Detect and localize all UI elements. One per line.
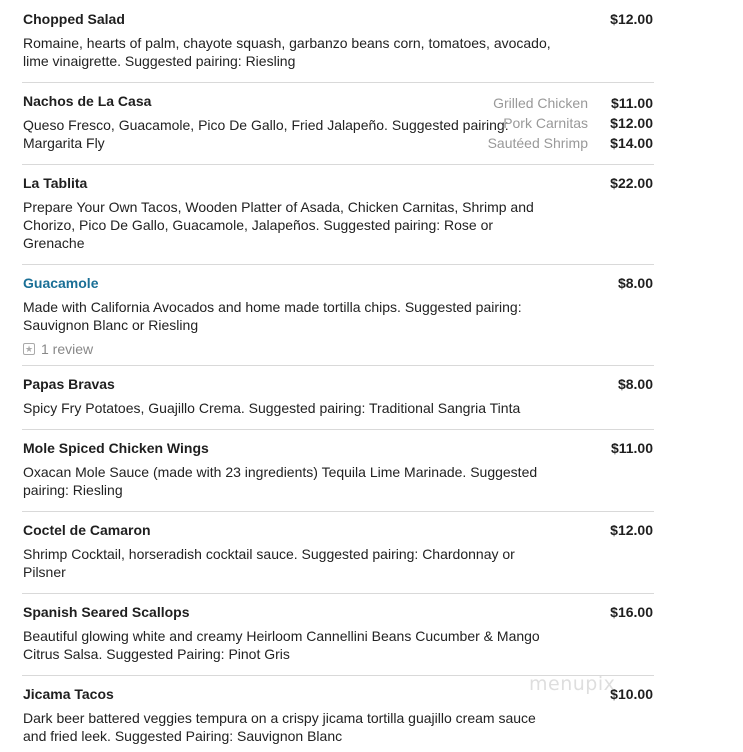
option-price: $14.00 (610, 135, 653, 151)
item-title: Papas Bravas (23, 376, 115, 392)
option-name: Sautéed Shrimp (487, 135, 588, 151)
menu-item-papas-bravas (22, 365, 654, 429)
item-price: $12.00 (610, 522, 653, 538)
item-title-link[interactable]: Guacamole (23, 275, 99, 291)
item-description: Romaine, hearts of palm, chayote squash, garbanzo beans corn, tomatoes, avocado, lime vinaigrette. Suggested pairing: Riesling (23, 35, 551, 69)
option-price: $12.00 (610, 115, 653, 131)
item-price: $22.00 (610, 175, 653, 191)
item-price: $10.00 (610, 686, 653, 702)
review-link[interactable] (23, 340, 93, 358)
item-title: Jicama Tacos (23, 686, 114, 702)
star-box-icon: ★ (24, 343, 34, 354)
menu-item-la-tablita (22, 164, 654, 264)
menu-item-mole-spiced-chicken-wings (22, 429, 654, 511)
menu-item-chopped-salad (22, 0, 654, 82)
item-description: Beautiful glowing white and creamy Heirloom Cannellini Beans Cucumber & Mango Citrus Salsa. Suggested Pairing: Pinot Gris (23, 628, 540, 662)
item-description: Shrimp Cocktail, horseradish cocktail sauce. Suggested pairing: Chardonnay or Pilsner (23, 546, 515, 580)
item-price: $12.00 (610, 11, 653, 27)
item-description: Spicy Fry Potatoes, Guajillo Crema. Suggested pairing: Traditional Sangria Tinta (23, 400, 521, 416)
item-description: Queso Fresco, Guacamole, Pico De Gallo, Fried Jalapeño. Suggested pairing: Margarita Fly (23, 117, 509, 151)
item-title: Spanish Seared Scallops (23, 604, 190, 620)
item-description: Dark beer battered veggies tempura on a crispy jicama tortilla guajillo cream sauce and fried leek. Suggested Pairing: Sauvignon Blanc (23, 710, 536, 744)
item-description: Made with California Avocados and home made tortilla chips. Suggested pairing: Sauvignon Blanc or Riesling (23, 299, 522, 333)
menu-item-nachos-de-la-casa (22, 82, 654, 164)
option-name: Pork Carnitas (503, 115, 588, 131)
item-description: Prepare Your Own Tacos, Wooden Platter of Asada, Chicken Carnitas, Shrimp and Chorizo, Pico De Gallo, Guacamole, Jalapeños. Suggested pairing: Rose or Grenache (23, 199, 534, 251)
item-title: Coctel de Camaron (23, 522, 151, 538)
price-option (443, 94, 653, 114)
item-price: $16.00 (610, 604, 653, 620)
watermark: menupix (529, 673, 616, 695)
item-title: La Tablita (23, 175, 88, 191)
price-options (443, 94, 653, 154)
price-option (443, 114, 653, 134)
menu-item-coctel-de-camaron (22, 511, 654, 593)
item-title: Chopped Salad (23, 11, 125, 27)
price-option (443, 134, 653, 154)
option-price: $11.00 (610, 95, 653, 111)
item-title: Nachos de La Casa (23, 93, 152, 109)
item-description: Oxacan Mole Sauce (made with 23 ingredients) Tequila Lime Marinade. Suggested pairing: Riesling (23, 464, 538, 498)
option-name: Grilled Chicken (493, 95, 588, 111)
menu-item-spanish-seared-scallops (22, 593, 654, 675)
review-count: 1 review (41, 341, 94, 357)
item-price: $11.00 (610, 440, 653, 456)
item-title: Mole Spiced Chicken Wings (23, 440, 209, 456)
menu-item-guacamole (22, 264, 654, 365)
item-price: $8.00 (617, 376, 653, 392)
item-price: $8.00 (617, 275, 653, 291)
